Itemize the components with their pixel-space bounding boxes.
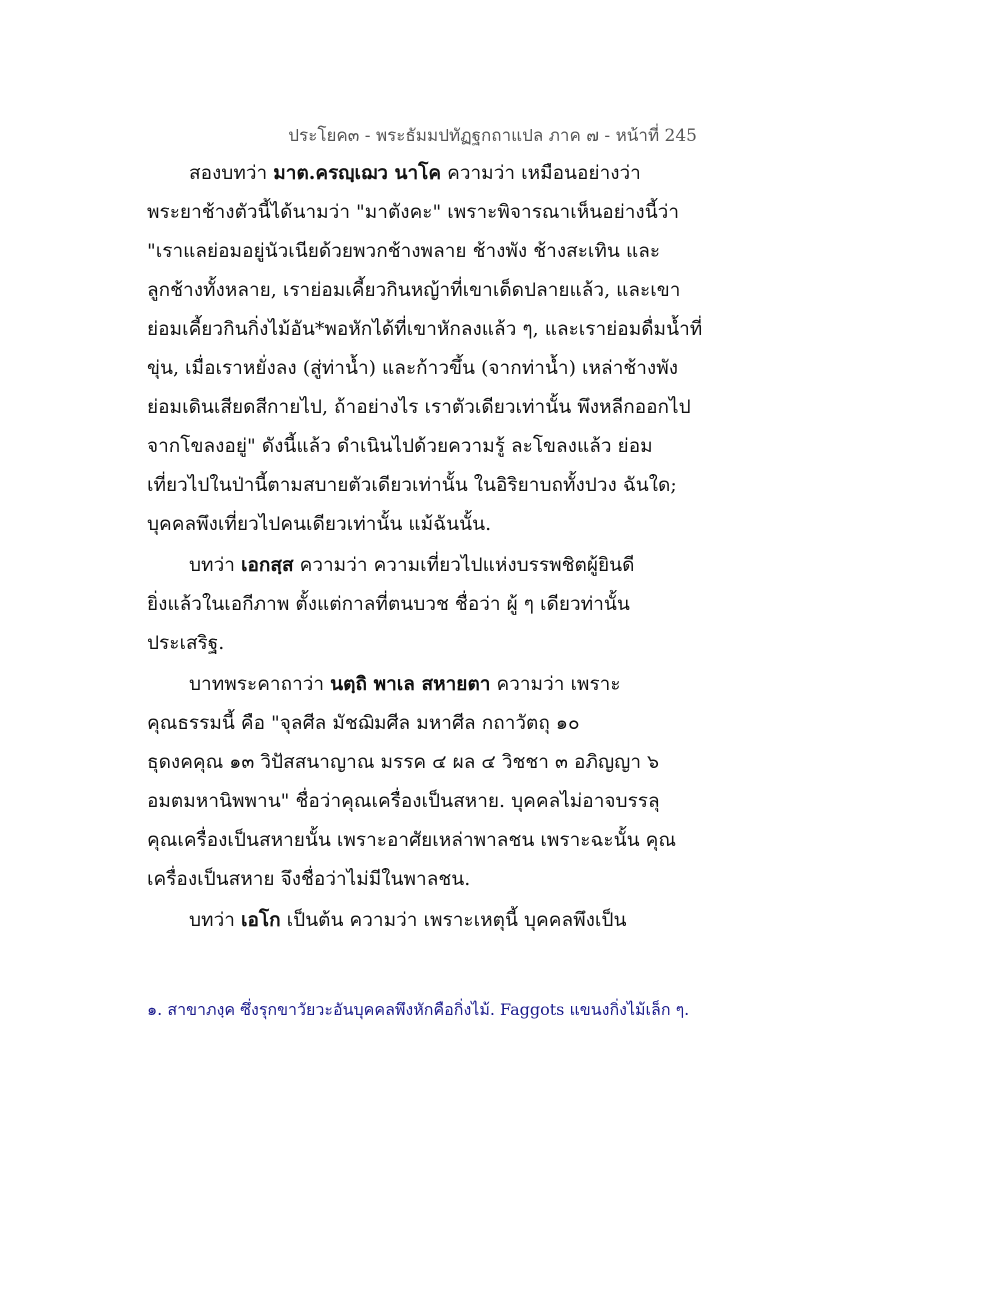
paragraph (147, 546, 727, 663)
text-line (147, 624, 727, 663)
text-line (147, 310, 727, 349)
text-run: ลูกช้างทั้งหลาย, เราย่อมเคี้ยวกินหญ้าที่เขาเด็ดปลายแล้ว, และเขา (147, 279, 681, 301)
text-run: "เราแลย่อมอยู่นัวเนียด้วยพวกช้างพลาย ช้างพัง ช้างสะเทิน และ (147, 240, 661, 262)
pali-term: เอโก (240, 909, 281, 931)
paragraph (147, 901, 727, 940)
pali-term: มาต.ครญฺเฌว นาโค (273, 162, 442, 184)
text-line (147, 154, 727, 193)
body-text (147, 154, 727, 940)
pali-term: เอกสฺส (240, 554, 294, 576)
text-run: ย่อมเดินเสียดสีกายไป, ถ้าอย่างไร เราตัวเดียวเท่านั้น พึงหลีกออกไป (147, 396, 691, 418)
text-run: ความว่า เหมือนอย่างว่า (441, 162, 641, 184)
text-run: เครื่องเป็นสหาย จึงชื่อว่าไม่มีในพาลชน. (147, 868, 471, 890)
text-line (147, 782, 727, 821)
text-run: ยิ่งแล้วในเอกีภาพ ตั้งแต่กาลที่ตนบวช ชื่อว่า ผู้ ๆ เดียวท่านั้น (147, 593, 630, 615)
text-run: ประเสริฐ. (147, 632, 225, 654)
text-run: พระยาช้างตัวนี้ได้นามว่า "มาตังคะ" เพราะพิจารณาเห็นอย่างนี้ว่า (147, 201, 680, 223)
text-line (147, 193, 727, 232)
text-line (147, 466, 727, 505)
text-line (147, 427, 727, 466)
text-run: ธุดงคคุณ ๑๓ วิปัสสนาญาณ มรรค ๔ ผล ๔ วิชชา ๓ อภิญญา ๖ (147, 751, 660, 773)
text-line (147, 505, 727, 544)
page-header: ประโยค๓ - พระธัมมปทัฏฐกถาแปล ภาค ๗ - หน้าที่ 245 (288, 126, 697, 146)
paragraph (147, 154, 727, 544)
text-line (147, 860, 727, 899)
text-run: จากโขลงอยู่" ดังนี้แล้ว ดำเนินไปด้วยความรู้ ละโขลงแล้ว ย่อม (147, 435, 653, 457)
text-line (147, 271, 727, 310)
text-line (147, 349, 727, 388)
footnote: ๑. สาขาภงฺค ซึ่งรุกขาวัยวะอันบุคคลพึงหักคือกิ่งไม้. Faggots แขนงกิ่งไม้เล็ก ๆ. (147, 1000, 690, 1019)
text-run: คุณเครื่องเป็นสหายนั้น เพราะอาศัยเหล่าพาลชน เพราะฉะนั้น คุณ (147, 829, 676, 851)
text-run: บาทพระคาถาว่า (189, 673, 331, 695)
text-run: บุคคลพึงเที่ยวไปคนเดียวเท่านั้น แม้ฉันนั้น. (147, 513, 492, 535)
text-run: ขุ่น, เมื่อเราหยั่งลง (สู่ท่าน้ำ) และก้าวขึ้น (จากท่าน้ำ) เหล่าช้างพัง (147, 357, 679, 379)
text-run: ย่อมเคี้ยวกินกิ่งไม้อัน*พอหักได้ที่เขาหักลงแล้ว ๆ, และเราย่อมดื่มน้ำที่ (147, 318, 703, 340)
text-run: คุณธรรมนี้ คือ "จุลศีล มัชฌิมศีล มหาศีล กถาวัตถุ ๑๐ (147, 712, 580, 734)
pali-term: นตฺถิ พาเล สหายตา (330, 673, 491, 695)
text-run: บทว่า (189, 909, 241, 931)
text-run: สองบทว่า (189, 162, 274, 184)
text-line (147, 665, 727, 704)
text-line (147, 546, 727, 585)
text-run: เที่ยวไปในป่านี้ตามสบายตัวเดียวเท่านั้น ในอิริยาบถทั้งปวง ฉันใด; (147, 474, 677, 496)
text-run: อมตมหานิพพาน" ชื่อว่าคุณเครื่องเป็นสหาย. บุคคลไม่อาจบรรลุ (147, 790, 660, 812)
text-line (147, 901, 727, 940)
text-run: ความว่า เพราะ (490, 673, 621, 695)
text-line (147, 232, 727, 271)
text-line (147, 821, 727, 860)
text-run: เป็นต้น ความว่า เพราะเหตุนี้ บุคคลพึงเป็น (280, 909, 627, 931)
text-line (147, 388, 727, 427)
text-run: บทว่า (189, 554, 241, 576)
text-line (147, 704, 727, 743)
text-line (147, 585, 727, 624)
text-run: ความว่า ความเที่ยวไปแห่งบรรพชิตผู้ยินดี (293, 554, 635, 576)
text-line (147, 743, 727, 782)
paragraph (147, 665, 727, 899)
